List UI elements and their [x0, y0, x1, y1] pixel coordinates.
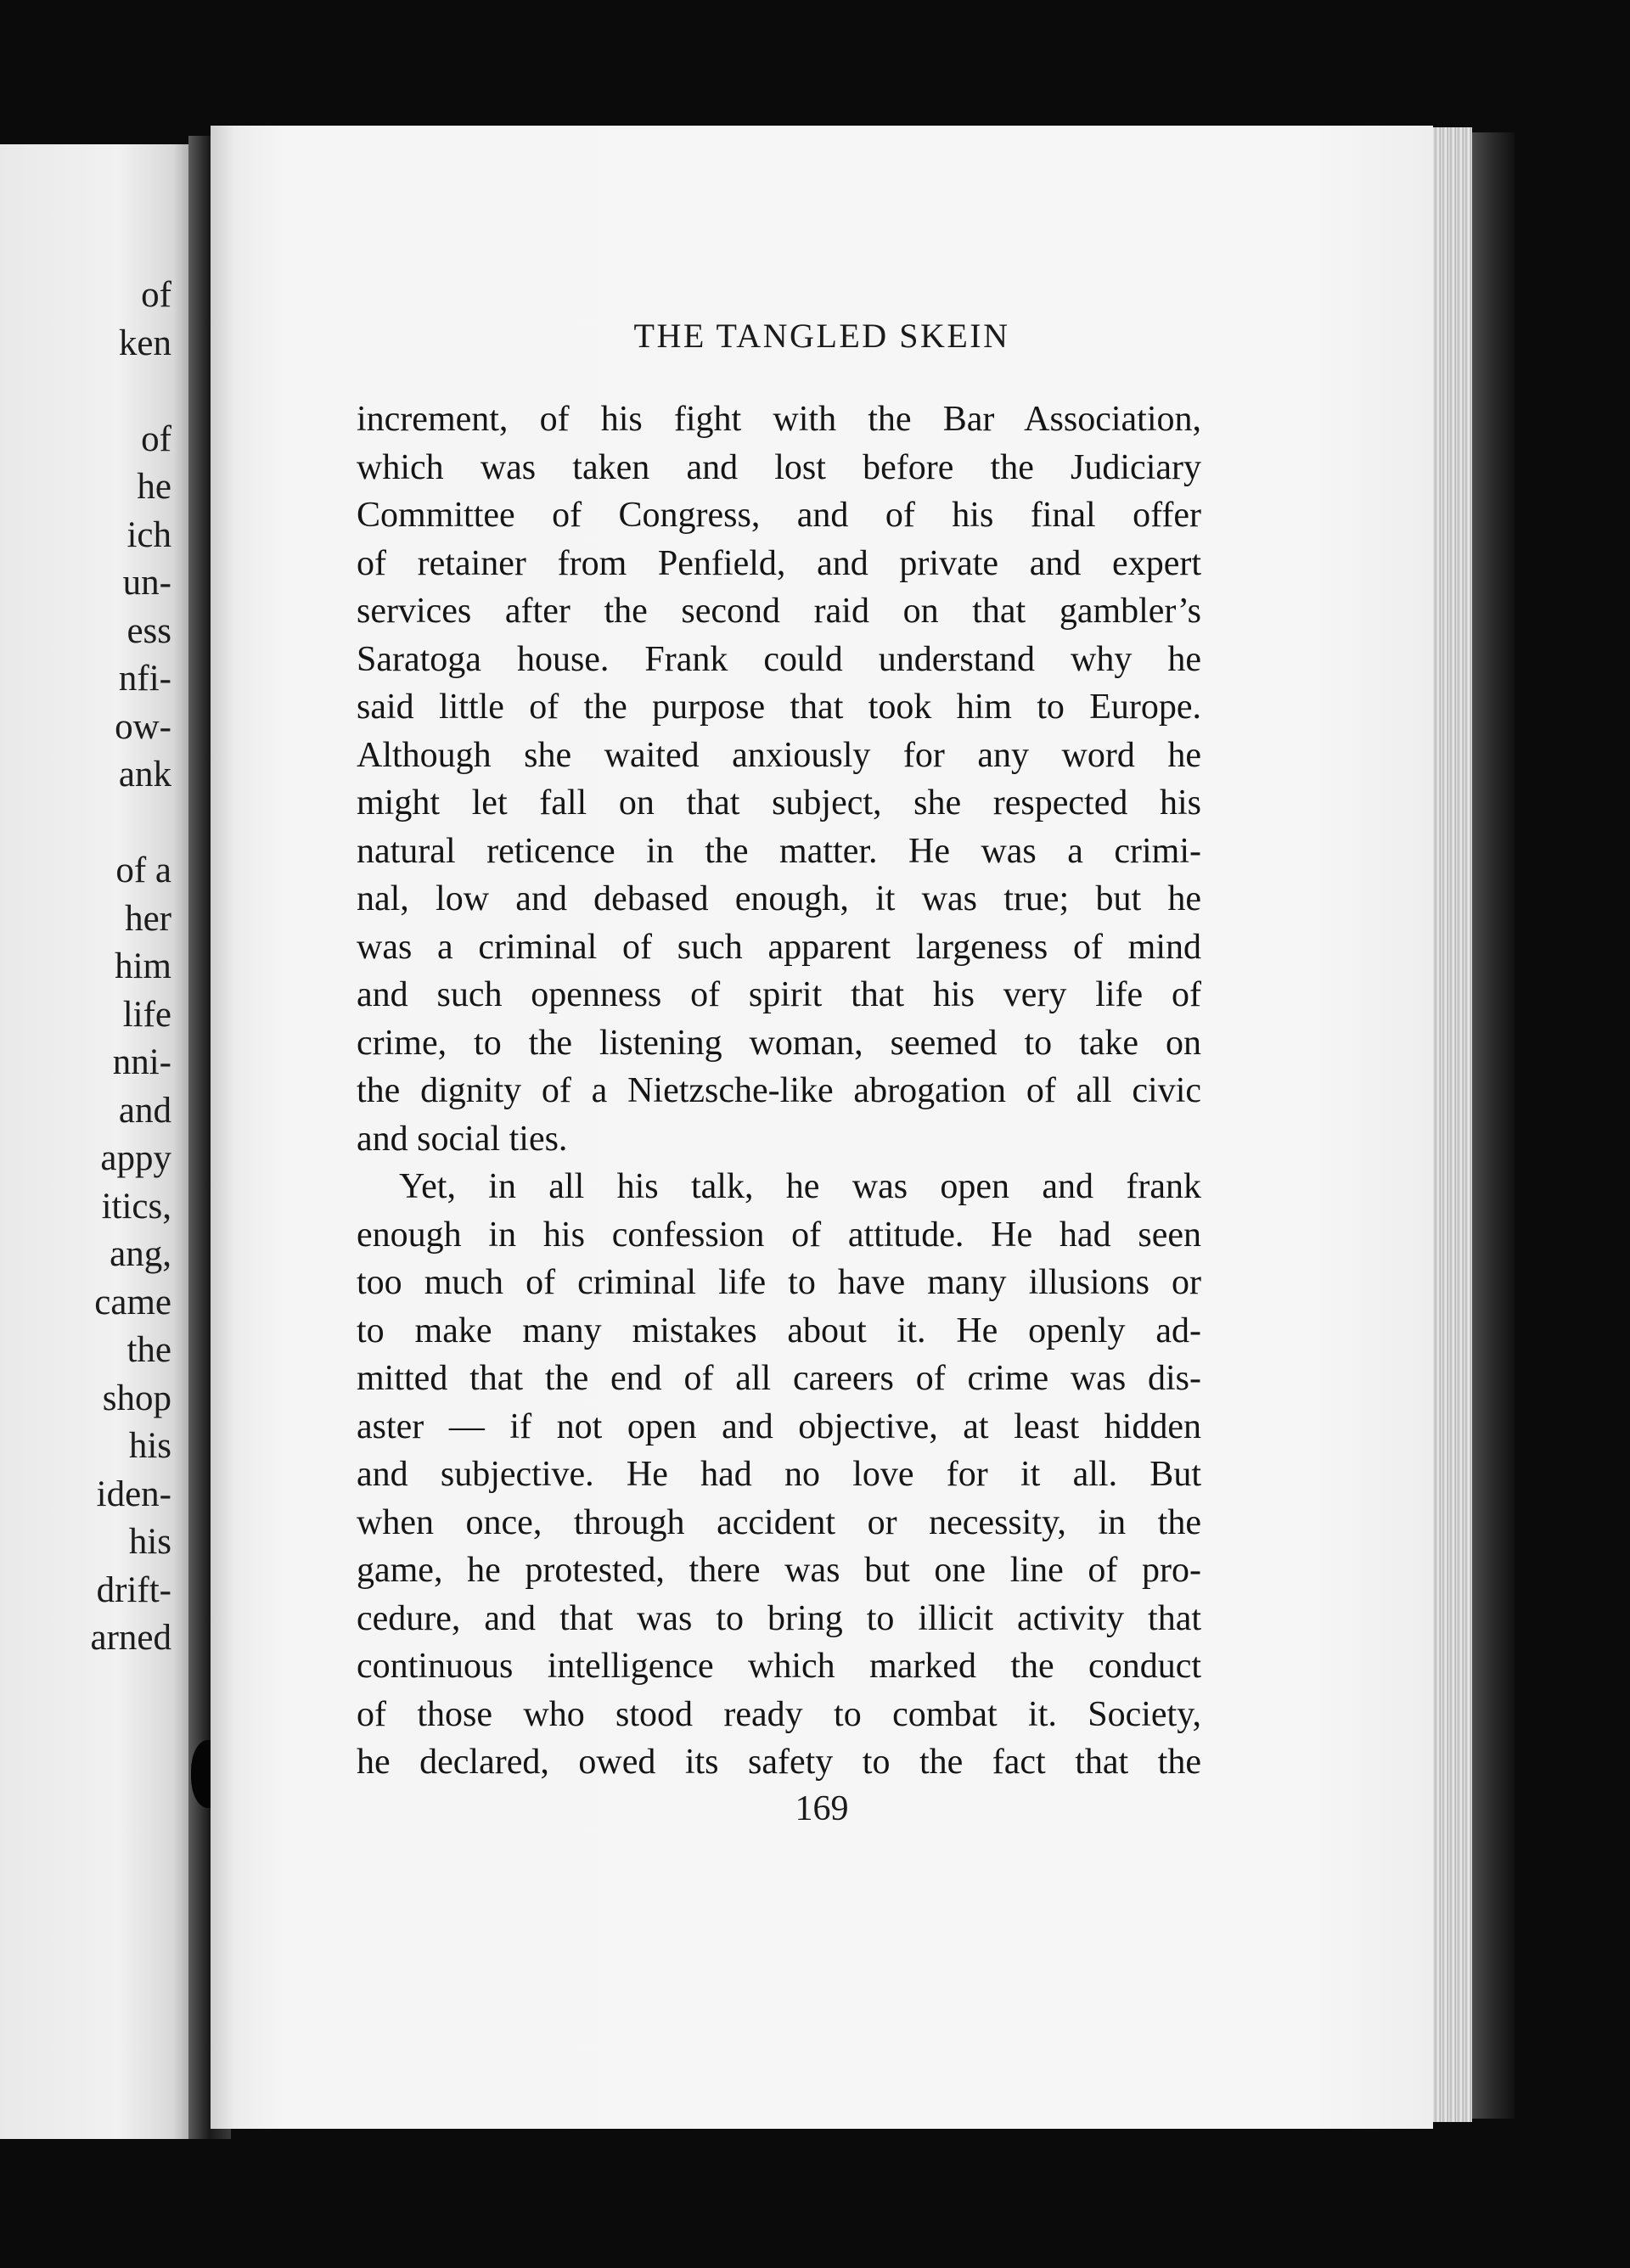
- facing-page-text: drift-: [96, 1569, 171, 1610]
- facing-page-text: itics,: [101, 1186, 171, 1227]
- text-line: nal, low and debased enough, it was true; but he: [357, 879, 1201, 918]
- facing-page-text: ow-: [115, 706, 171, 747]
- text-line: he declared, owed its safety to the fact that the: [357, 1743, 1201, 1782]
- text-line: Saratoga house. Frank could understand why he: [357, 639, 1201, 679]
- text-line: Committee of Congress, and of his final offer: [357, 496, 1201, 535]
- book-cover-edge: [1472, 132, 1515, 2119]
- paragraph-1: [357, 396, 1201, 1163]
- text-line: mitted that the end of all careers of crime was dis-: [357, 1359, 1201, 1398]
- facing-page-text: appy: [100, 1138, 171, 1178]
- facing-page-text: iden-: [96, 1474, 171, 1514]
- text-line: which was taken and lost before the Judiciary: [357, 447, 1201, 487]
- body-text: [357, 396, 1201, 1787]
- facing-page-text: nfi-: [118, 659, 171, 699]
- text-line: might let fall on that subject, she respected his: [357, 783, 1201, 822]
- text-line: crime, to the listening woman, seemed to take on: [357, 1023, 1201, 1063]
- facing-page-text: his: [128, 1426, 171, 1466]
- facing-page-text: nni-: [112, 1042, 171, 1082]
- facing-page-text: him: [115, 946, 171, 986]
- facing-page-text: his: [128, 1522, 171, 1562]
- text-line: services after the second raid on that gambler’s: [357, 592, 1201, 631]
- text-line: to make many mistakes about it. He openly ad-: [357, 1311, 1201, 1350]
- facing-page-text: shop: [102, 1378, 171, 1418]
- facing-page-text: of a: [115, 850, 171, 890]
- facing-page-text: ess: [126, 610, 171, 651]
- text-line: Although she waited anxiously for any word he: [357, 735, 1201, 775]
- facing-page-text: arned: [90, 1618, 171, 1658]
- text-line: and such openness of spirit that his very life of: [357, 975, 1201, 1014]
- text-line: and social ties.: [357, 1119, 568, 1159]
- facing-page-text: ank: [118, 755, 171, 794]
- facing-page-text: of: [141, 418, 171, 459]
- facing-page-text: ang,: [110, 1234, 171, 1274]
- text-line: natural reticence in the matter. He was a crimi-: [357, 831, 1201, 871]
- running-head: THE TANGLED SKEIN: [633, 317, 1010, 355]
- text-line: increment, of his fight with the Bar Association,: [357, 400, 1201, 439]
- text-line: continuous intelligence which marked the conduct: [357, 1647, 1201, 1686]
- facing-page-text: he: [137, 467, 171, 507]
- text-line: the dignity of a Nietzsche-like abrogation of all civic: [357, 1071, 1201, 1110]
- facing-page-text: of: [141, 275, 171, 315]
- facing-page-text: ich: [126, 514, 171, 555]
- text-line: aster — if not open and objective, at least hidden: [357, 1406, 1201, 1446]
- text-line: too much of criminal life to have many illusions or: [357, 1263, 1201, 1302]
- facing-page-text: un-: [122, 563, 171, 603]
- text-line: game, he protested, there was but one line of pro-: [357, 1551, 1201, 1590]
- text-line: Yet, in all his talk, he was open and frank: [399, 1167, 1201, 1206]
- facing-page-text: life: [122, 994, 171, 1035]
- page-edges: [1433, 127, 1472, 2122]
- facing-page-text: ken: [118, 323, 171, 363]
- text-line: and subjective. He had no love for it all. But: [357, 1455, 1201, 1494]
- text-line: of those who stood ready to combat it. Society,: [357, 1694, 1201, 1734]
- text-line: said little of the purpose that took him to Europe.: [357, 688, 1201, 727]
- text-line: when once, through accident or necessity, in the: [357, 1502, 1201, 1542]
- text-line: of retainer from Penfield, and private and expert: [357, 543, 1201, 583]
- text-line: cedure, and that was to bring to illicit activity that: [357, 1598, 1201, 1638]
- text-line: enough in his confession of attitude. He had seen: [357, 1215, 1201, 1255]
- facing-page-fragment: [0, 144, 197, 2139]
- paragraph-2: [357, 1163, 1201, 1787]
- facing-page-text: the: [126, 1330, 171, 1370]
- page-number: 169: [795, 1789, 849, 1828]
- facing-page-text: came: [94, 1282, 171, 1322]
- text-line: was a criminal of such apparent largeness of mind: [357, 927, 1201, 967]
- facing-page-text: and: [118, 1090, 171, 1131]
- facing-page-text: her: [125, 898, 171, 939]
